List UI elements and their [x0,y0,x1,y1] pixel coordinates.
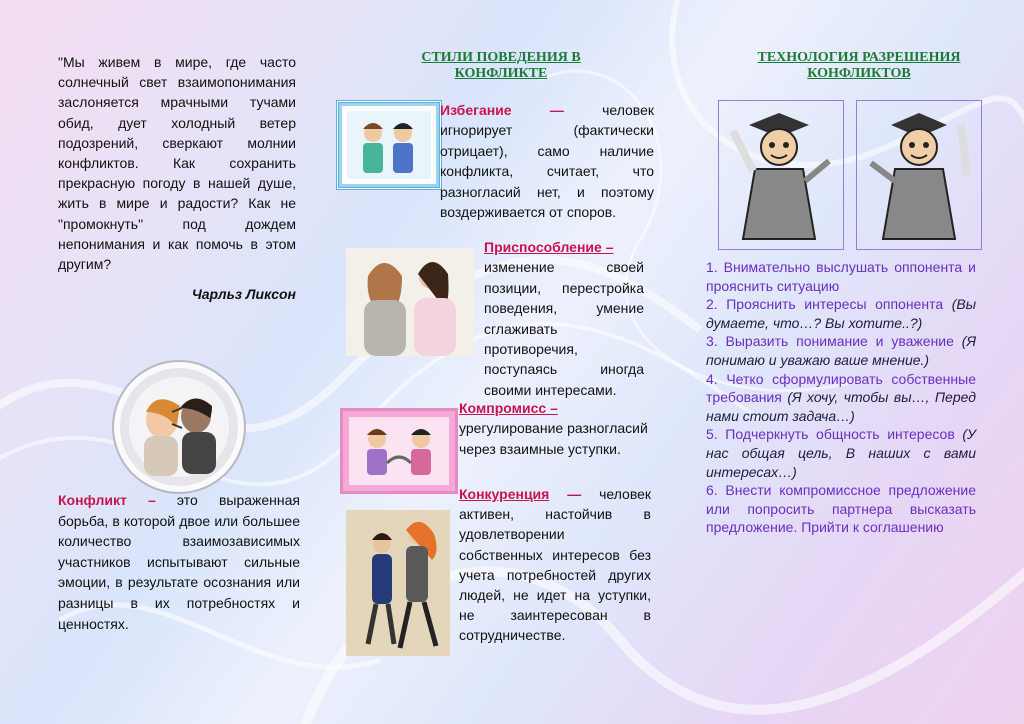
adaptation-term: Приспособление – [484,239,614,255]
conflict-definition [58,490,300,634]
style-avoidance: Избегание — человек игнорирует (фактически отрицает), само наличие конфликта, считает, что разногласий нет, и поэтому воздерживается от споров. [440,102,654,221]
two-women-talking-icon [346,248,474,356]
compromise-illustration [340,408,458,494]
competing-women-icon [346,510,450,656]
adaptation-photo [346,248,474,356]
compromise-term: Компромисс – [459,400,558,416]
competition-text: человек активен, настойчив в удовлетворении собственных интересов без учета потребностей других людей, не идет на уступки, не заинтересован в сотрудничестве. [459,486,652,644]
style-compromise [459,398,649,459]
avoidance-illustration [336,100,442,190]
styles-heading: СТИЛИ ПОВЕДЕНИЯ В КОНФЛИКТЕ [421,50,581,81]
adaptation-text: изменение своей позиции, перестройка поведения, умение сглаживать противоречия, поступаясь иногда своими интересами. [484,259,644,398]
avoidance-text: человек игнорирует (фактически отрицает), само наличие конфликта, считает, что разногласий нет, и поэтому воздерживается от споров. [440,102,654,221]
compromise-text: урегулирование разногласий через взаимные уступки. [459,420,648,457]
style-adaptation [484,237,644,400]
step-5: 5. Подчеркнуть общность интересов (У нас общая цель, В наших с вами интересах…) [706,426,976,480]
style-competition: Конкуренция — человек активен, настойчив в удовлетворении собственных интересов без учета потребностей других людей, не идет на уступки, не заинтересован в сотрудничестве. [459,486,652,644]
graduate-cartoon-icon-2 [857,101,981,249]
step-1: 1. Внимательно выслушать оппонента и прояснить ситуацию [706,259,976,294]
avoidance-term: Избегание [440,102,512,118]
compromise-people-icon [343,411,455,491]
step-3: 3. Выразить понимание и уважение (Я понимаю и уважаю ваше мнение.) [706,333,976,368]
step-6: 6. Внести компромиссное предложение или попросить партнера высказать предложение. Прийти к соглашению [706,482,976,536]
left-column [58,52,296,302]
graduate-illustration-left [718,100,844,250]
resolution-steps [706,258,976,537]
definition-text: это выраженная борьба, в которой двое или большее количество взаимозависимых участников испытывают сильные эмоции, в результате осознания или разницы в их потребностях и ценностях. [58,492,300,632]
step-4: 4. Четко сформулировать собственные требования (Я хочу, чтобы вы…, Перед нами стоит задача…) [706,370,976,424]
competition-illustration [346,510,450,656]
arguing-people-icon [120,368,238,486]
conflict-illustration [120,368,238,486]
avoidance-people-icon [339,103,439,187]
definition-term: Конфликт – [58,492,156,508]
competition-term: Конкуренция [459,486,550,502]
graduate-illustration-right [856,100,982,250]
quote-author: Чарльз Ликсон [191,286,296,303]
step-2: 2. Прояснить интересы оппонента (Вы думаете, что…? Вы хотите..?) [706,296,976,331]
graduate-cartoon-icon [719,101,843,249]
technology-heading: ТЕХНОЛОГИЯ РАЗРЕШЕНИЯ КОНФЛИКТОВ [757,50,961,81]
quote-text: "Мы живем в мире, где часто солнечный свет взаимопонимания заслоняется мрачными тучами обид, дует холодный ветер подозрений, сверкают молнии конфликтов. Как сохранить прекрасную погоду в нашей душе, жить в мире и радости? Как не "промокнуть" под дождем непонимания и как помочь в этом другим? [58,54,296,273]
